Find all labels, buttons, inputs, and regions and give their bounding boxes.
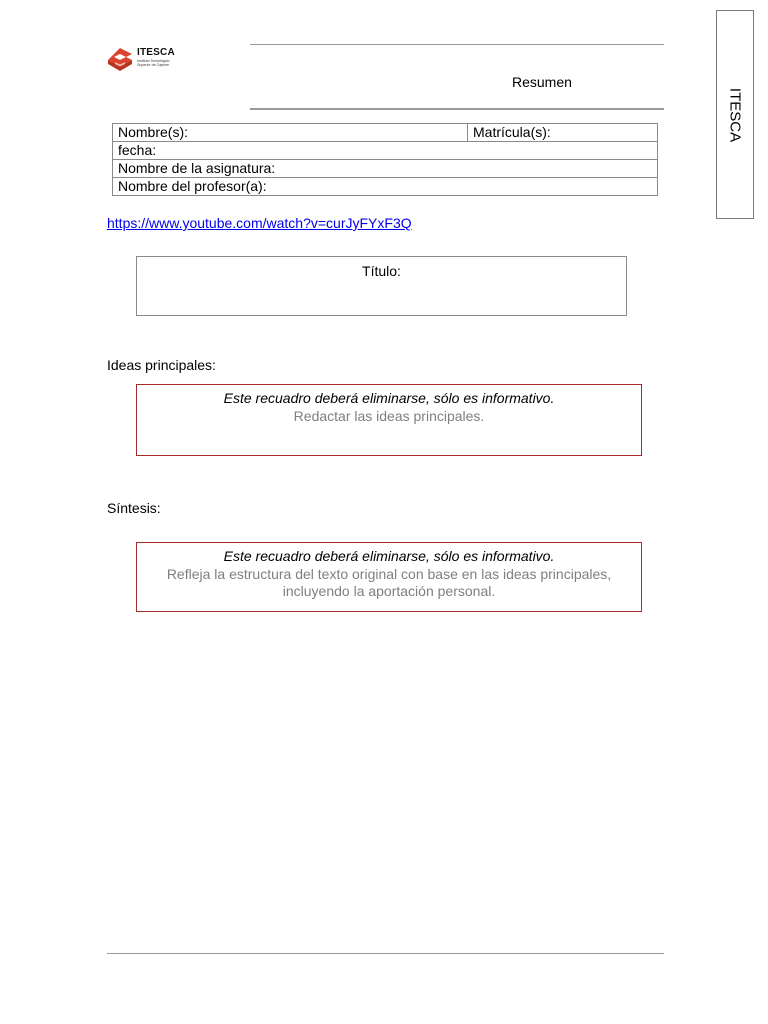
asignatura-cell[interactable]: Nombre de la asignatura: bbox=[113, 160, 658, 178]
title-label: Título: bbox=[362, 263, 401, 279]
ideas-heading: Ideas principales: bbox=[107, 357, 216, 373]
side-tab bbox=[716, 10, 754, 219]
student-info-table bbox=[112, 123, 658, 196]
sintesis-note-text-line2: incluyendo la aportación personal. bbox=[282, 583, 496, 599]
nombre-cell[interactable]: Nombre(s): bbox=[113, 124, 468, 142]
document-type: Resumen bbox=[512, 74, 572, 90]
itesca-emblem-icon bbox=[106, 47, 134, 73]
logo-subtitle-line2: Superior de Cajeme bbox=[137, 63, 169, 68]
table-row bbox=[113, 178, 658, 196]
sintesis-note-text-line1: Refleja la estructura del texto original con base en las ideas principales, bbox=[166, 565, 612, 582]
logo-name: ITESCA bbox=[137, 47, 175, 58]
title-box[interactable] bbox=[136, 256, 627, 316]
sintesis-note-warning: Este recuadro deberá eliminarse, sólo es informativo. bbox=[223, 548, 555, 564]
matricula-cell[interactable]: Matrícula(s): bbox=[468, 124, 658, 142]
header-top-rule bbox=[250, 44, 664, 45]
table-row bbox=[113, 160, 658, 178]
fecha-cell[interactable]: fecha: bbox=[113, 142, 658, 160]
ideas-note-box[interactable] bbox=[136, 384, 642, 456]
header-bottom-rule bbox=[250, 108, 664, 110]
table-row bbox=[113, 142, 658, 160]
itesca-logo bbox=[106, 46, 180, 74]
footer-rule bbox=[107, 953, 664, 954]
logo-subtitle-line1: Instituto Tecnológico bbox=[137, 59, 170, 63]
table-row bbox=[113, 124, 658, 142]
side-tab-label: ITESCA bbox=[726, 87, 744, 142]
ideas-note-text: Redactar las ideas principales. bbox=[293, 407, 485, 424]
sintesis-note-box[interactable] bbox=[136, 542, 642, 612]
profesor-cell[interactable]: Nombre del profesor(a): bbox=[113, 178, 658, 196]
ideas-note-warning: Este recuadro deberá eliminarse, sólo es informativo. bbox=[223, 390, 555, 406]
logo-subtitle bbox=[137, 59, 170, 68]
youtube-link[interactable]: https://www.youtube.com/watch?v=curJyFYxF3Q bbox=[107, 215, 412, 231]
sintesis-heading: Síntesis: bbox=[107, 500, 161, 516]
